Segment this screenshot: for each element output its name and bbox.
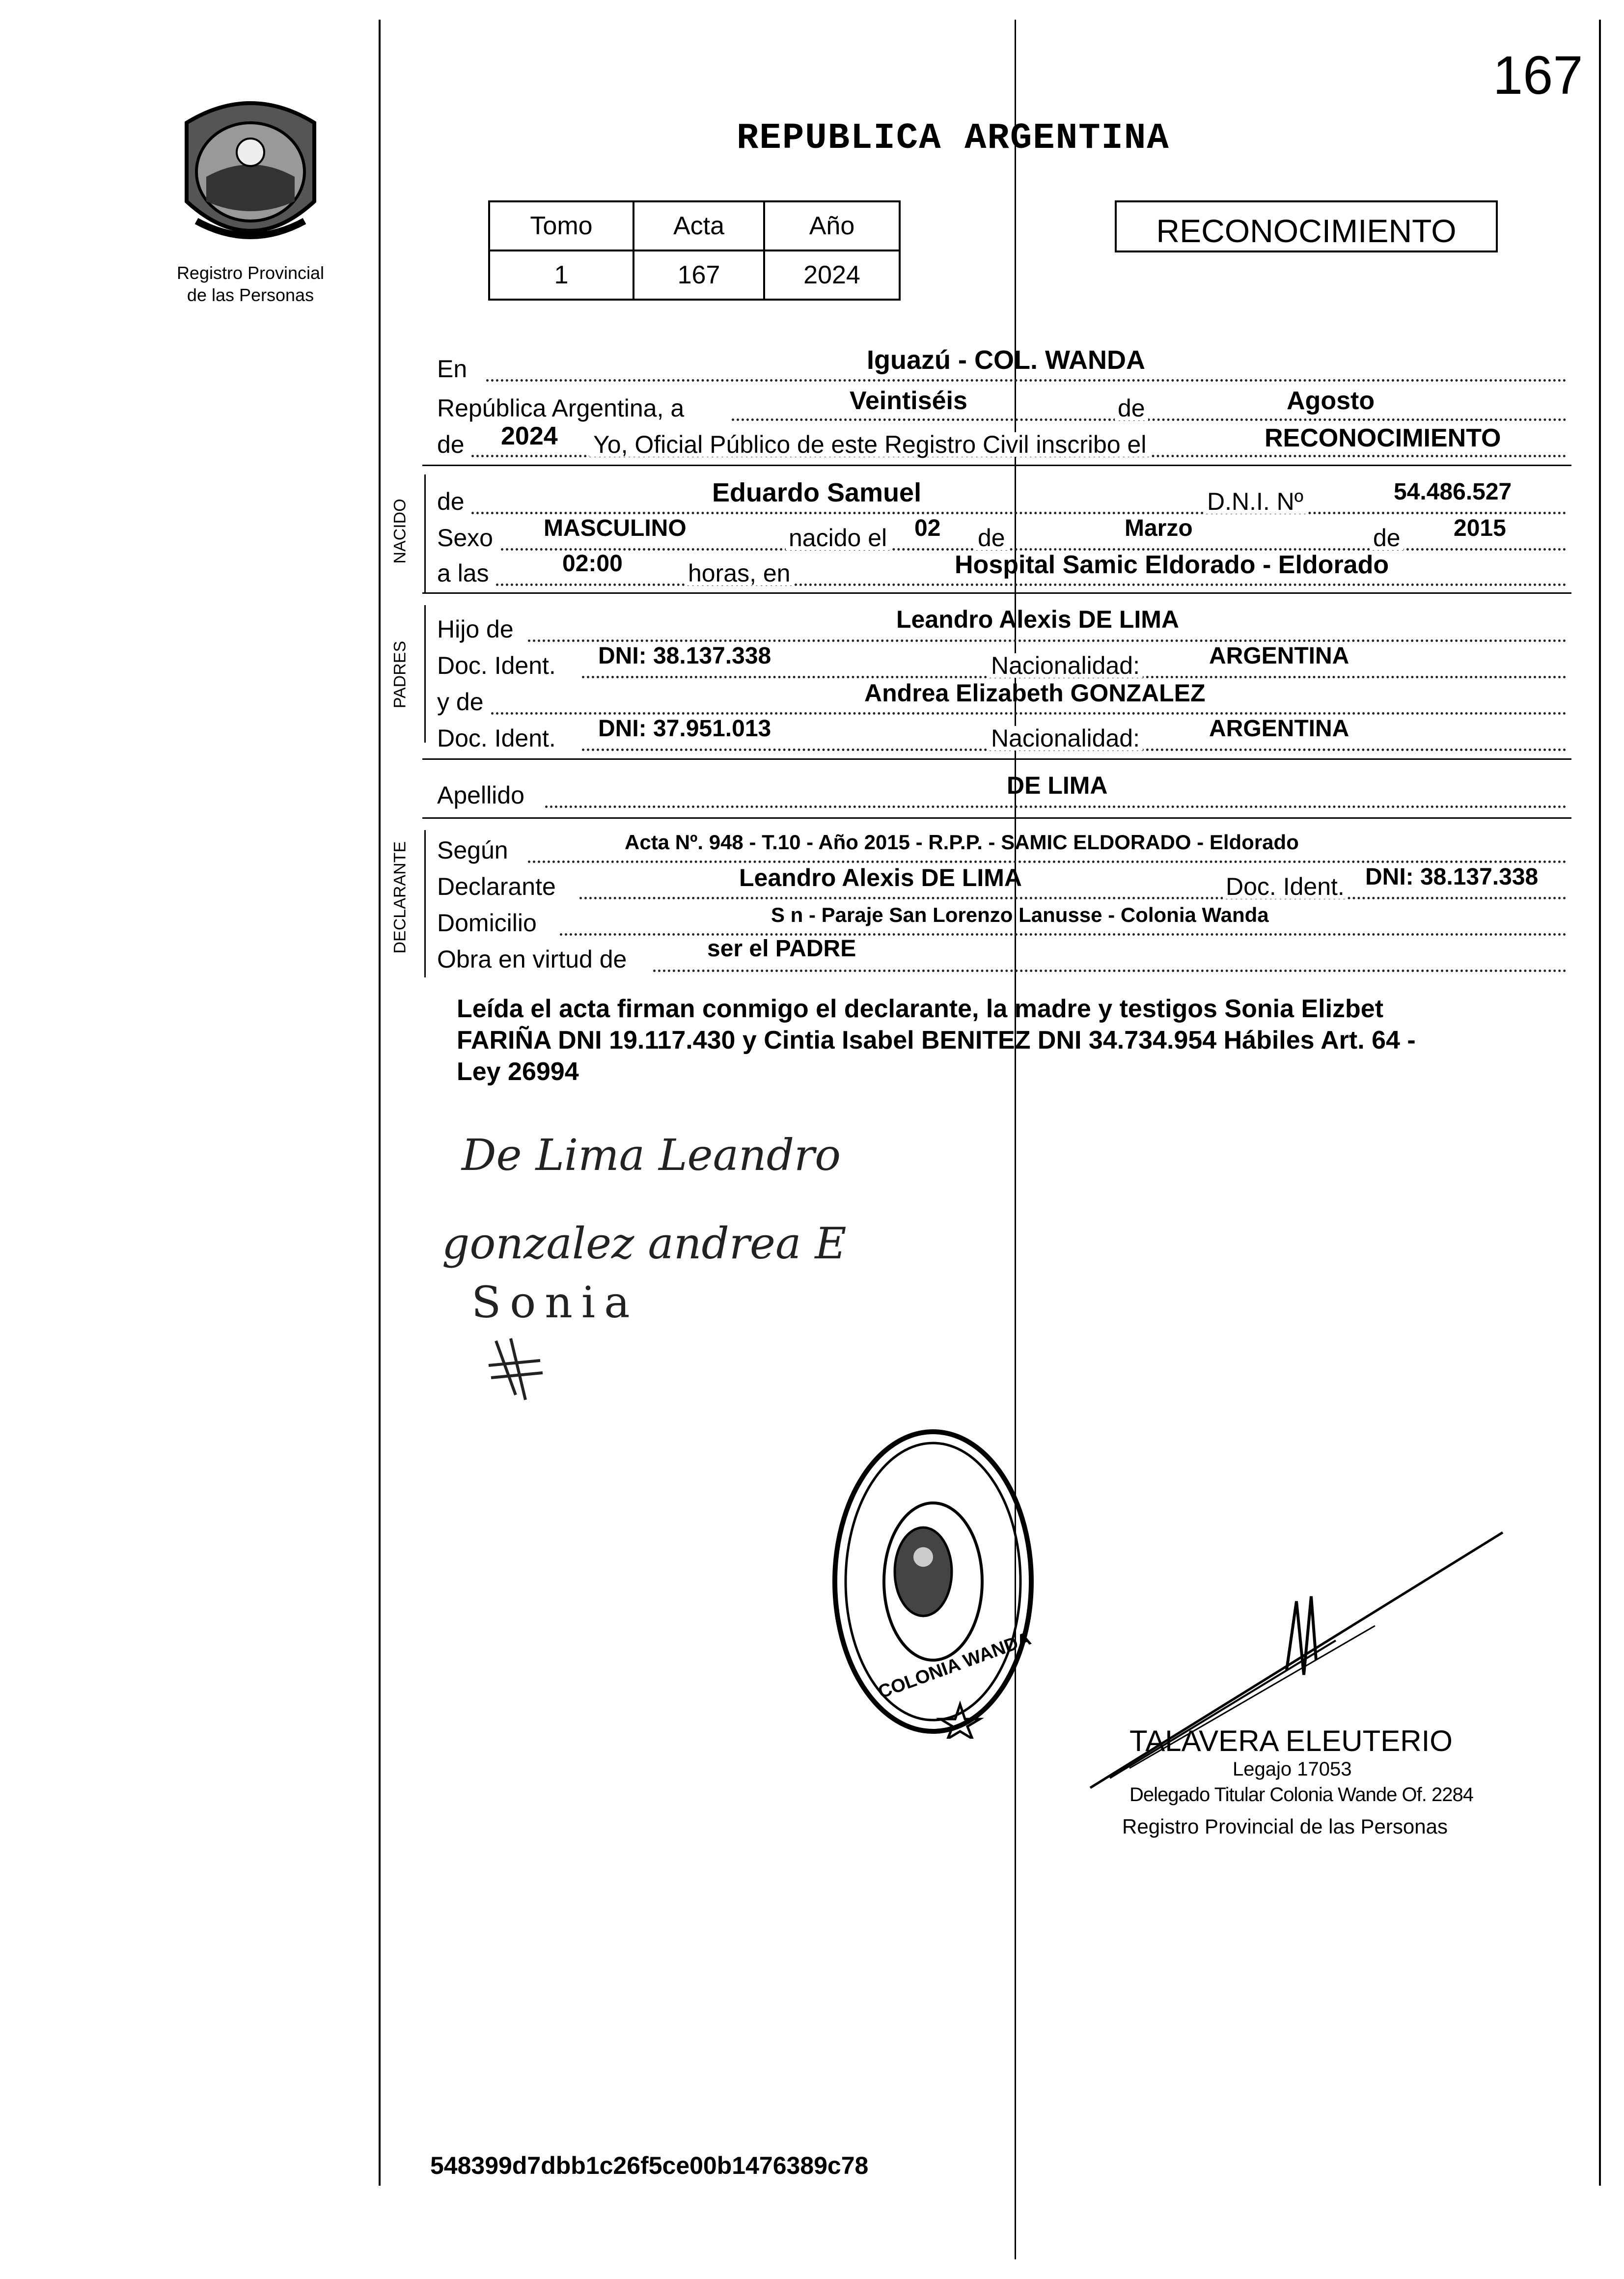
dotted-line <box>496 584 1567 586</box>
padre-nombre: Leandro Alexis DE LIMA <box>896 606 1180 633</box>
de-label: de <box>1115 396 1148 420</box>
nacido-dni: 54.486.527 <box>1394 479 1512 505</box>
closing-line-2: FARIÑA DNI 19.117.430 y Cintia Isabel BENITEZ DNI 34.734.954 Hábiles Art. 64 - <box>457 1026 1416 1055</box>
padre-nac: ARGENTINA <box>1209 643 1349 669</box>
nacido-de-label-3: de <box>1370 526 1404 550</box>
value-tomo: 1 <box>489 250 633 300</box>
official-stamp <box>830 1424 1036 1739</box>
padre-nac-label: Nacionalidad: <box>988 653 1143 678</box>
segun-value: Acta Nº. 948 - T.10 - Año 2015 - R.P.P. - SAMIC ELDORADO - Eldorado <box>625 831 1299 854</box>
doc-type-box <box>1115 200 1498 252</box>
header-anio: Año <box>764 201 900 250</box>
hora-value: 02:00 <box>562 551 623 577</box>
bracket-nacido <box>424 474 426 592</box>
yo-text: Yo, Oficial Público de este Registro Civil inscribo el <box>589 432 1150 457</box>
official-legajo: Legajo 17053 <box>1233 1758 1352 1780</box>
padre-doc: DNI: 38.137.338 <box>598 643 771 669</box>
signature-mark <box>486 1336 545 1407</box>
divider <box>422 817 1571 819</box>
header-tomo: Tomo <box>489 201 633 250</box>
lugar-value: Iguazú - COL. WANDA <box>867 345 1145 375</box>
anio-value: 2024 <box>501 422 558 450</box>
logo-caption-line2: de las Personas <box>187 285 314 305</box>
divider <box>422 592 1571 594</box>
sexo-label: Sexo <box>437 524 493 552</box>
logo-caption-line1: Registro Provincial <box>176 263 325 283</box>
madre-nac-label: Nacionalidad: <box>988 726 1143 750</box>
obra-label: Obra en virtud de <box>437 945 627 973</box>
dotted-line <box>653 970 1567 972</box>
document-hash: 548399d7dbb1c26f5ce00b1476389c78 <box>430 2152 869 2179</box>
provincia-misiones-logo <box>167 93 334 260</box>
dotted-line <box>545 806 1567 808</box>
left-margin-line <box>379 20 381 2186</box>
dotted-line <box>528 861 1567 863</box>
value-acta: 167 <box>633 250 764 300</box>
de-label-2: de <box>437 431 465 458</box>
republica-label: República Argentina, a <box>437 394 685 422</box>
signature-testigo: Sonia <box>471 1277 639 1328</box>
official-cargo: Delegado Titular Colonia Wande Of. 2284 <box>1129 1784 1473 1806</box>
sexo-value: MASCULINO <box>544 515 687 541</box>
section-label-declarante: DECLARANTE <box>390 841 410 954</box>
nacido-lugar: Hospital Samic Eldorado - Eldorado <box>955 551 1389 579</box>
horas-en-label: horas, en <box>685 561 793 585</box>
nacido-mes: Marzo <box>1125 515 1193 541</box>
nacido-dia: 02 <box>914 515 941 541</box>
official-org: Registro Provincial de las Personas <box>1122 1815 1448 1838</box>
padre-doc-label: Doc. Ident. <box>437 652 556 679</box>
declarante-doc-label: Doc. Ident. <box>1223 874 1348 899</box>
nacido-nombre: Eduardo Samuel <box>712 478 922 507</box>
signature-declarante: De Lima Leandro <box>462 1130 841 1180</box>
dotted-line <box>579 897 1567 899</box>
a-las-label: a las <box>437 559 489 587</box>
right-margin-line <box>1599 20 1601 2186</box>
divider <box>422 758 1571 760</box>
nacido-de-label: de <box>437 488 465 515</box>
section-label-padres: PADRES <box>390 640 410 709</box>
declarante-nombre: Leandro Alexis DE LIMA <box>739 864 1022 891</box>
apellido-label: Apellido <box>437 781 524 809</box>
en-label: En <box>437 355 468 383</box>
madre-doc-label: Doc. Ident. <box>437 724 556 752</box>
nacido-de-label-2: de <box>975 526 1008 550</box>
divider <box>422 465 1571 466</box>
mes-value: Agosto <box>1287 387 1375 415</box>
obra-value: ser el PADRE <box>707 936 856 962</box>
nacido-el-label: nacido el <box>786 526 890 550</box>
hijo-de-label: Hijo de <box>437 615 514 643</box>
stamp-inner-text: COLONIA WANDA <box>875 1628 1034 1703</box>
closing-line-3: Ley 26994 <box>457 1057 579 1086</box>
tipo-value: RECONOCIMIENTO <box>1265 424 1501 452</box>
segun-label: Según <box>437 836 508 864</box>
declarante-label: Declarante <box>437 873 556 900</box>
page-number: 167 <box>1493 45 1583 106</box>
nacido-anio: 2015 <box>1454 515 1506 541</box>
bracket-padres <box>424 605 426 743</box>
dotted-line <box>528 639 1567 642</box>
section-label-nacido: NACIDO <box>390 499 410 564</box>
madre-doc: DNI: 37.951.013 <box>598 716 771 742</box>
dotted-line <box>732 418 1567 421</box>
header-acta: Acta <box>633 201 764 250</box>
bracket-declarante <box>424 830 426 977</box>
value-anio: 2024 <box>764 250 900 300</box>
dni-label: D.N.I. Nº <box>1204 489 1306 514</box>
dotted-line <box>471 512 1567 514</box>
dotted-line <box>486 379 1567 382</box>
apellido-value: DE LIMA <box>1007 772 1108 799</box>
declarante-doc: DNI: 38.137.338 <box>1365 864 1539 890</box>
signature-madre: gonzalez andrea E <box>442 1218 847 1269</box>
acta-table <box>488 200 901 301</box>
page-title: REPUBLICA ARGENTINA <box>737 118 1170 159</box>
domicilio-label: Domicilio <box>437 909 537 937</box>
madre-nombre: Andrea Elizabeth GONZALEZ <box>864 679 1206 707</box>
dotted-line <box>491 712 1567 715</box>
y-de-label: y de <box>437 688 484 716</box>
doc-type: RECONOCIMIENTO <box>1156 213 1457 249</box>
domicilio-value: S n - Paraje San Lorenzo Lanusse - Colonia Wanda <box>771 903 1269 926</box>
closing-line-1: Leída el acta firman conmigo el declarante, la madre y testigos Sonia Elizbet <box>457 995 1384 1023</box>
dia-value: Veintiséis <box>850 387 967 415</box>
madre-nac: ARGENTINA <box>1209 716 1349 742</box>
official-name: TALAVERA ELEUTERIO <box>1129 1724 1453 1757</box>
